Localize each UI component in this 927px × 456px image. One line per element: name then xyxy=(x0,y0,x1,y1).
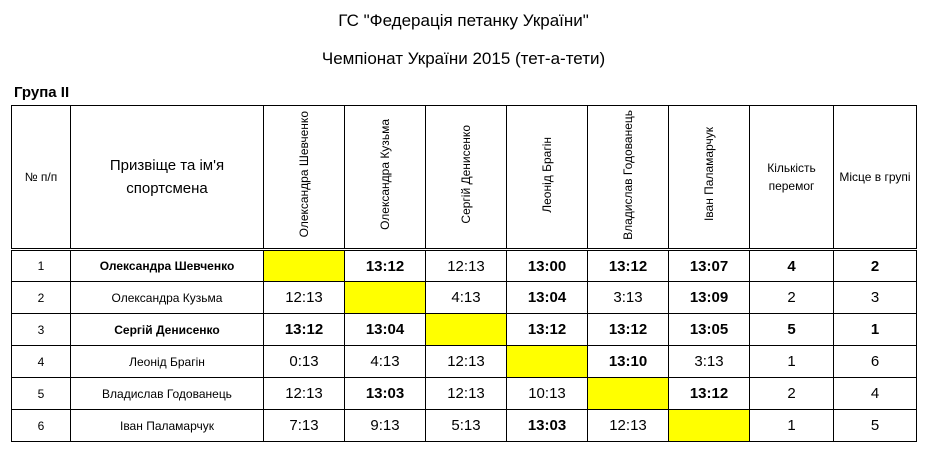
score-cell: 12:13 xyxy=(426,250,507,282)
score-cell: 0:13 xyxy=(264,346,345,378)
player-name: Олександра Кузьма xyxy=(71,282,264,314)
score-cell: 4:13 xyxy=(426,282,507,314)
wins-count: 1 xyxy=(750,410,834,442)
header-place: Місце в групі xyxy=(834,106,917,250)
score-cell: 13:12 xyxy=(588,250,669,282)
score-cell: 13:07 xyxy=(669,250,750,282)
championship-title: Чемпіонат України 2015 (тет-а-тети) xyxy=(321,49,606,68)
score-cell: 12:13 xyxy=(426,346,507,378)
group-label: Група II xyxy=(14,84,70,101)
self-cell xyxy=(345,282,426,314)
header-row xyxy=(12,106,917,250)
group-place: 5 xyxy=(834,410,917,442)
score-cell: 5:13 xyxy=(426,410,507,442)
player-name: Олександра Шевченко xyxy=(71,250,264,282)
header-opponent xyxy=(588,106,669,250)
opponent-label: Владислав Годованець xyxy=(621,109,635,240)
score-cell: 12:13 xyxy=(588,410,669,442)
score-cell: 10:13 xyxy=(507,378,588,410)
score-cell: 12:13 xyxy=(264,282,345,314)
group-place: 3 xyxy=(834,282,917,314)
score-cell: 13:04 xyxy=(345,314,426,346)
wins-count: 2 xyxy=(750,378,834,410)
score-cell: 13:03 xyxy=(507,410,588,442)
group-place: 4 xyxy=(834,378,917,410)
score-cell: 3:13 xyxy=(588,282,669,314)
table-row xyxy=(12,250,917,282)
table-row xyxy=(12,314,917,346)
player-name: Леонід Брагін xyxy=(71,346,264,378)
opponent-label: Олександра Шевченко xyxy=(297,111,311,238)
score-cell: 7:13 xyxy=(264,410,345,442)
score-cell: 13:09 xyxy=(669,282,750,314)
wins-count: 5 xyxy=(750,314,834,346)
self-cell xyxy=(588,378,669,410)
player-name: Владислав Годованець xyxy=(71,378,264,410)
group-place: 2 xyxy=(834,250,917,282)
opponent-label: Іван Паламарчук xyxy=(702,127,716,222)
wins-count: 1 xyxy=(750,346,834,378)
score-cell: 13:12 xyxy=(588,314,669,346)
opponent-label: Олександра Кузьма xyxy=(378,119,392,230)
score-cell: 4:13 xyxy=(345,346,426,378)
self-cell xyxy=(507,346,588,378)
row-number: 6 xyxy=(12,410,71,442)
table-row xyxy=(12,346,917,378)
row-number: 2 xyxy=(12,282,71,314)
table-row xyxy=(12,282,917,314)
score-cell: 12:13 xyxy=(426,378,507,410)
self-cell xyxy=(426,314,507,346)
self-cell xyxy=(264,250,345,282)
group-place: 6 xyxy=(834,346,917,378)
group-place: 1 xyxy=(834,314,917,346)
row-number: 4 xyxy=(12,346,71,378)
score-cell: 13:04 xyxy=(507,282,588,314)
header-wins: Кількість перемог xyxy=(750,106,834,250)
score-cell: 3:13 xyxy=(669,346,750,378)
row-number: 5 xyxy=(12,378,71,410)
opponent-label: Сергій Денисенко xyxy=(459,125,473,224)
player-name: Сергій Денисенко xyxy=(71,314,264,346)
row-number: 3 xyxy=(12,314,71,346)
row-number: 1 xyxy=(12,250,71,282)
player-name: Іван Паламарчук xyxy=(71,410,264,442)
score-cell: 12:13 xyxy=(264,378,345,410)
score-cell: 13:12 xyxy=(264,314,345,346)
score-cell: 13:00 xyxy=(507,250,588,282)
results-table xyxy=(11,105,917,442)
self-cell xyxy=(669,410,750,442)
header-number: № п/п xyxy=(12,106,71,250)
header-opponent xyxy=(264,106,345,250)
header-opponent xyxy=(507,106,588,250)
score-cell: 13:12 xyxy=(669,378,750,410)
opponent-label: Леонід Брагін xyxy=(540,136,554,213)
wins-count: 2 xyxy=(750,282,834,314)
wins-count: 4 xyxy=(750,250,834,282)
document-title: ГС "Федерація петанку України" xyxy=(338,11,589,30)
score-cell: 13:12 xyxy=(507,314,588,346)
table-row xyxy=(12,410,917,442)
score-cell: 9:13 xyxy=(345,410,426,442)
score-cell: 13:12 xyxy=(345,250,426,282)
score-cell: 13:10 xyxy=(588,346,669,378)
score-cell: 13:03 xyxy=(345,378,426,410)
header-opponent xyxy=(669,106,750,250)
score-cell: 13:05 xyxy=(669,314,750,346)
header-name: Призвіще та ім'я спортсмена xyxy=(71,106,264,250)
table-row xyxy=(12,378,917,410)
header-opponent xyxy=(345,106,426,250)
header-opponent xyxy=(426,106,507,250)
